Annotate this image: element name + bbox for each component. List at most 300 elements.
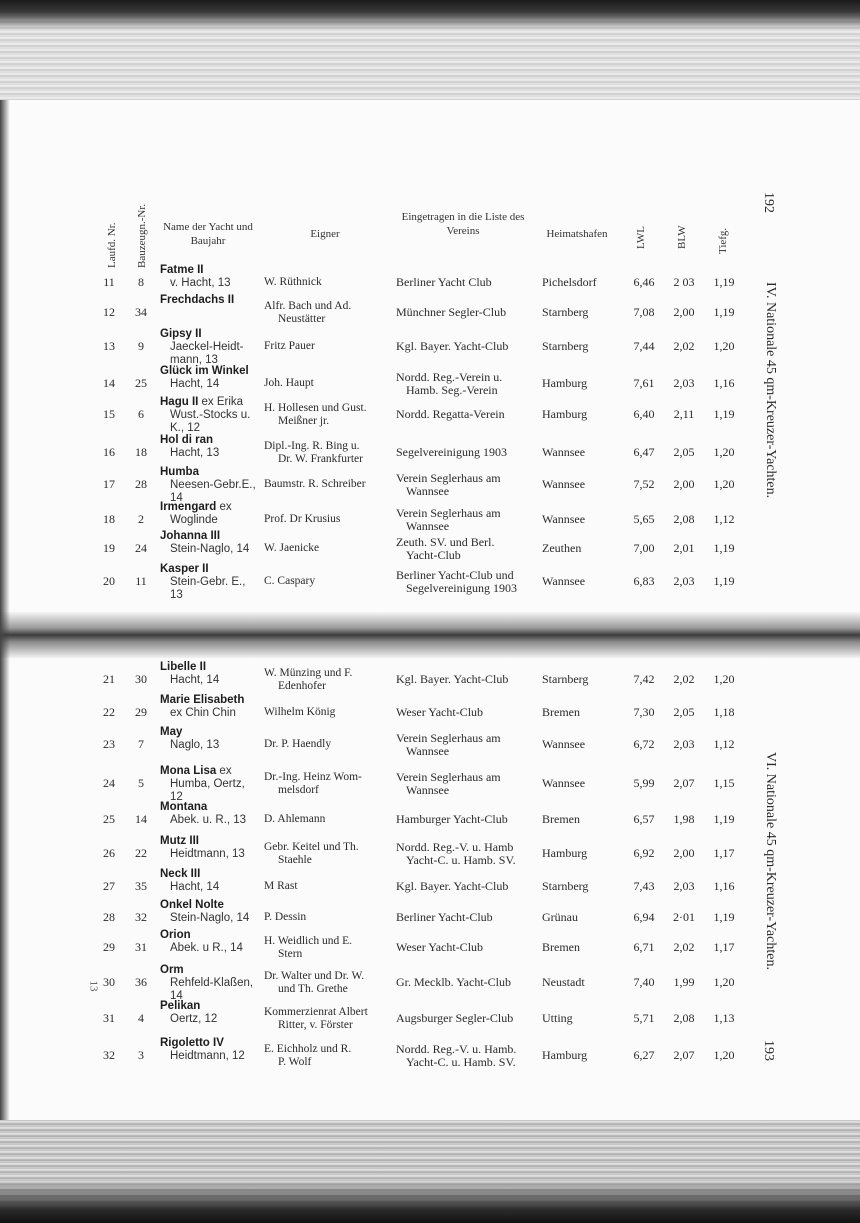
club-cell: [396, 536, 538, 562]
yacht-name: [160, 466, 266, 479]
owner-line: Fritz Pauer: [264, 340, 315, 352]
page-number-top: 192: [761, 192, 776, 213]
lwl-cell: 5,99: [633, 776, 655, 790]
blw-cell: 2,02: [673, 940, 695, 954]
page-number-bottom: 193: [761, 1040, 776, 1061]
heimatshafen-cell: Zeuthen: [542, 541, 582, 555]
yacht-name: [160, 501, 266, 514]
club-line: Münchner Segler-Club: [396, 305, 507, 319]
owner-line: Prof. Dr Krusius: [264, 513, 341, 525]
owner-cell: [264, 542, 394, 555]
yacht-builder: 14: [170, 492, 183, 504]
owner-cell: [264, 667, 394, 693]
bauzeugn-nr: 9: [138, 339, 144, 353]
blw-cell: 1,99: [673, 975, 695, 989]
owner-cell: [264, 340, 394, 353]
bauzeugn-nr: 31: [135, 940, 147, 954]
lwl-cell: 7,42: [633, 672, 655, 686]
yacht-name: [160, 294, 266, 307]
yacht-name-suffix: ex: [216, 765, 232, 777]
owner-cell: [264, 771, 394, 797]
tiefg-cell: 1,17: [713, 940, 735, 954]
tiefg-cell: 1,19: [713, 275, 735, 289]
yacht-name: [160, 694, 266, 707]
header-lwl: LWL: [635, 225, 647, 249]
laufd-nr: 22: [103, 705, 115, 719]
page-shadow-left: [0, 100, 10, 1120]
yacht-name: [160, 765, 266, 778]
heimatshafen-cell: Grünau: [542, 910, 578, 924]
yacht-builder: 14: [170, 990, 183, 1002]
yacht-name-main: Orion: [160, 929, 191, 941]
tiefg-cell: 1,19: [713, 407, 735, 421]
yacht-name: [160, 563, 266, 576]
yacht-name-main: Glück im Winkel: [160, 365, 249, 377]
club-line: Verein Seglerhaus am: [396, 506, 501, 520]
heimatshafen-cell: Starnberg: [542, 339, 589, 353]
owner-line: C. Caspary: [264, 575, 316, 587]
yacht-name-main: Kasper II: [160, 563, 209, 575]
signature-mark: 13: [87, 980, 100, 992]
club-cell: [396, 673, 538, 686]
tiefg-cell: 1,19: [713, 574, 735, 588]
owner-line: Dr.-Ing. Heinz Wom-: [264, 771, 362, 783]
lwl-cell: 7,40: [633, 975, 655, 989]
owner-line: P. Wolf: [278, 1056, 312, 1068]
club-line: Wannsee: [406, 484, 450, 498]
yacht-name-cell: [160, 396, 266, 435]
club-line: Weser Yacht-Club: [396, 705, 484, 719]
blw-cell: 2,07: [673, 1048, 695, 1062]
bauzeugn-nr: 3: [138, 1048, 144, 1062]
yacht-name-main: Orm: [160, 964, 184, 976]
yacht-name-cell: [160, 1000, 266, 1026]
blw-cell: 1,98: [673, 812, 695, 826]
laufd-nr: 32: [103, 1048, 115, 1062]
owner-line: Wilhelm König: [264, 706, 336, 718]
yacht-name: [160, 661, 266, 674]
owner-line: Dr. W. Frankfurter: [278, 453, 363, 465]
club-line: Yacht-C. u. Hamb. SV.: [406, 853, 516, 867]
yacht-name-cell: [160, 661, 266, 687]
heimatshafen-cell: Wannsee: [542, 512, 586, 526]
owner-cell: [264, 478, 394, 491]
bauzeugn-nr: 14: [135, 812, 147, 826]
bauzeugn-nr: 28: [135, 477, 147, 491]
bauzeugn-nr: 30: [135, 672, 147, 686]
club-line: Zeuth. SV. und Berl.: [396, 535, 495, 549]
club-line: Kgl. Bayer. Yacht-Club: [396, 672, 509, 686]
laufd-nr: 30: [103, 975, 115, 989]
club-cell: [396, 706, 538, 719]
heimatshafen-cell: Hamburg: [542, 407, 588, 421]
club-line: Nordd. Reg.-Verein u.: [396, 370, 503, 384]
tiefg-cell: 1,12: [713, 737, 735, 751]
laufd-nr: 14: [103, 376, 115, 390]
yacht-name-main: Hol di ran: [160, 434, 214, 446]
heimatshafen-cell: Starnberg: [542, 672, 589, 686]
tiefg-cell: 1,16: [713, 376, 735, 390]
blw-cell: 2,03: [673, 574, 695, 588]
owner-cell: [264, 575, 394, 588]
section-title-top: IV. Nationale 45 qm-Kreuzer-Yachten.: [763, 282, 778, 499]
owner-line: W. Münzing und F.: [264, 667, 353, 679]
yacht-name: [160, 929, 266, 942]
club-line: Yacht-C. u. Hamb. SV.: [406, 1055, 516, 1069]
laufd-nr: 11: [103, 275, 115, 289]
blw-cell: 2,11: [673, 407, 695, 421]
yacht-name-cell: [160, 501, 266, 527]
heimatshafen-cell: Utting: [542, 1011, 573, 1025]
club-line: Berliner Yacht-Club und: [396, 568, 514, 582]
yacht-name-main: Pelikan: [160, 1000, 201, 1012]
tiefg-cell: 1,13: [713, 1011, 735, 1025]
blw-cell: 2·01: [673, 910, 695, 924]
club-cell: [396, 976, 538, 989]
owner-line: Joh. Haupt: [264, 377, 314, 389]
yacht-name-cell: [160, 899, 266, 925]
owner-cell: [264, 300, 394, 326]
tiefg-cell: 1,18: [713, 705, 735, 719]
laufd-nr: 21: [103, 672, 115, 686]
yacht-builder: Wust.-Stocks u.: [170, 409, 251, 421]
bauzeugn-nr: 18: [135, 445, 147, 459]
owner-cell: [264, 911, 394, 924]
lwl-cell: 6,57: [633, 812, 655, 826]
bauzeugn-nr: 29: [135, 705, 147, 719]
blw-cell: 2,00: [673, 846, 695, 860]
owner-cell: [264, 402, 394, 428]
lwl-cell: 7,61: [633, 376, 655, 390]
club-cell: [396, 306, 538, 319]
yacht-name-suffix: ex Erika: [198, 396, 244, 408]
yacht-builder: Abek. u R., 14: [170, 942, 243, 954]
owner-line: Edenhofer: [278, 680, 326, 692]
laufd-nr: 19: [103, 541, 115, 555]
yacht-builder: Woglinde: [170, 514, 218, 526]
yacht-builder: 13: [170, 589, 183, 601]
yacht-name: [160, 801, 266, 814]
laufd-nr: 12: [103, 305, 115, 319]
yacht-builder: Hacht, 14: [170, 881, 220, 893]
club-line: Hamburger Yacht-Club: [396, 812, 508, 826]
yacht-builder: Jaeckel-Heidt-: [170, 341, 244, 353]
blw-cell: 2,03: [673, 376, 695, 390]
owner-line: Ritter, v. Förster: [278, 1019, 353, 1031]
owner-cell: [264, 440, 394, 466]
laufd-nr: 16: [103, 445, 115, 459]
heimatshafen-cell: Hamburg: [542, 376, 588, 390]
club-line: Weser Yacht-Club: [396, 940, 484, 954]
club-cell: [396, 911, 538, 924]
owner-cell: [264, 1043, 394, 1069]
lwl-cell: 5,65: [633, 512, 655, 526]
yacht-builder: Humba, Oertz,: [170, 778, 245, 790]
yacht-builder: Stein-Naglo, 14: [170, 543, 250, 555]
yacht-name-main: Johanna III: [160, 530, 221, 542]
yacht-name-main: May: [160, 726, 183, 738]
tiefg-cell: 1,19: [713, 812, 735, 826]
yacht-builder: Neesen-Gebr.E.,: [170, 479, 256, 491]
tiefg-cell: 1,20: [713, 339, 735, 353]
lwl-cell: 7,43: [633, 879, 655, 893]
yacht-name-cell: [160, 765, 266, 804]
tiefg-cell: 1,20: [713, 1048, 735, 1062]
bauzeugn-nr: 36: [135, 975, 147, 989]
tiefg-cell: 1,19: [713, 910, 735, 924]
yacht-name: [160, 434, 266, 447]
yacht-name: [160, 396, 266, 409]
owner-line: Stern: [278, 948, 303, 960]
yacht-builder: Oertz, 12: [170, 1013, 218, 1025]
club-cell: [396, 446, 538, 459]
yacht-builder: Heidtmann, 13: [170, 848, 245, 860]
lwl-cell: 6,92: [633, 846, 655, 860]
club-cell: [396, 880, 538, 893]
yacht-name-main: Humba: [160, 466, 199, 478]
club-cell: [396, 813, 538, 826]
lwl-cell: 7,52: [633, 477, 655, 491]
club-line: Verein Seglerhaus am: [396, 770, 501, 784]
owner-line: Dr. Walter und Dr. W.: [264, 970, 365, 982]
tiefg-cell: 1,12: [713, 512, 735, 526]
club-line: Wannsee: [406, 783, 450, 797]
yacht-builder: Hacht, 13: [170, 447, 220, 459]
laufd-nr: 23: [103, 737, 115, 751]
yacht-name-main: Irmengard: [160, 501, 217, 513]
laufd-nr: 25: [103, 812, 115, 826]
yacht-name-main: Hagu II: [160, 396, 199, 408]
book-gutter: [0, 612, 860, 658]
yacht-name-cell: [160, 294, 266, 307]
yacht-name: [160, 1037, 266, 1050]
yacht-name-main: Mona Lisa: [160, 765, 217, 777]
owner-line: Staehle: [278, 854, 312, 866]
laufd-nr: 24: [103, 776, 115, 790]
book-edge-shadow-bottom: [0, 1180, 860, 1223]
header-eingetragen: Eingetragen in die Liste des Vereins: [401, 211, 525, 237]
heimatshafen-cell: Neustadt: [542, 975, 585, 989]
bauzeugn-nr: 8: [138, 275, 144, 289]
heimatshafen-cell: Wannsee: [542, 477, 586, 491]
laufd-nr: 13: [103, 339, 115, 353]
heimatshafen-cell: Pichelsdorf: [542, 275, 597, 289]
tiefg-cell: 1,19: [713, 305, 735, 319]
blw-cell: 2,01: [673, 541, 695, 555]
club-line: Hamb. Seg.-Verein: [406, 383, 498, 397]
club-line: Nordd. Reg.-V. u. Hamb.: [396, 1042, 517, 1056]
club-line: Segelvereinigung 1903: [406, 581, 517, 595]
yacht-builder: K., 12: [170, 422, 201, 434]
owner-line: M Rast: [264, 880, 298, 892]
yacht-name-main: Montana: [160, 801, 208, 813]
header-eigner: Eigner: [310, 228, 340, 240]
club-line: Nordd. Reg.-V. u. Hamb: [396, 840, 514, 854]
yacht-name: [160, 264, 266, 277]
club-cell: [396, 771, 538, 797]
header-laufd-nr: Laufd. Nr.: [106, 222, 118, 268]
yacht-builder: Stein-Gebr. E.,: [170, 576, 246, 588]
club-cell: [396, 408, 538, 421]
yacht-name: [160, 868, 266, 881]
yacht-name: [160, 365, 266, 378]
owner-cell: [264, 935, 394, 961]
tiefg-cell: 1,20: [713, 445, 735, 459]
club-cell: [396, 941, 538, 954]
owner-line: Gebr. Keitel und Th.: [264, 841, 359, 853]
bauzeugn-nr: 5: [138, 776, 144, 790]
blw-cell: 2,05: [673, 705, 695, 719]
club-line: Berliner Yacht Club: [396, 275, 492, 289]
club-cell: [396, 472, 538, 498]
laufd-nr: 20: [103, 574, 115, 588]
club-line: Wannsee: [406, 744, 450, 758]
owner-cell: [264, 880, 394, 893]
bauzeugn-nr: 34: [135, 305, 147, 319]
yacht-name-cell: [160, 801, 266, 827]
owner-line: P. Dessin: [264, 911, 307, 923]
lwl-cell: 5,71: [633, 1011, 655, 1025]
laufd-nr: 28: [103, 910, 115, 924]
lwl-cell: 6,83: [633, 574, 655, 588]
yacht-name-cell: [160, 964, 266, 1003]
club-cell: [396, 1012, 538, 1025]
lwl-cell: 6,47: [633, 445, 655, 459]
yacht-name-cell: [160, 466, 266, 505]
club-line: Augsburger Segler-Club: [396, 1011, 514, 1025]
lwl-cell: 6,94: [633, 910, 655, 924]
yacht-name-cell: [160, 694, 266, 720]
heimatshafen-cell: Wannsee: [542, 776, 586, 790]
owner-cell: [264, 841, 394, 867]
owner-cell: [264, 813, 394, 826]
yacht-name-cell: [160, 264, 266, 290]
bauzeugn-nr: 32: [135, 910, 147, 924]
owner-cell: [264, 1006, 394, 1032]
club-line: Gr. Mecklb. Yacht-Club: [396, 975, 511, 989]
yacht-builder: Hacht, 14: [170, 378, 220, 390]
blw-cell: 2 03: [673, 275, 695, 289]
bauzeugn-nr: 25: [135, 376, 147, 390]
club-line: Kgl. Bayer. Yacht-Club: [396, 339, 509, 353]
laufd-nr: 31: [103, 1011, 115, 1025]
heimatshafen-cell: Starnberg: [542, 305, 589, 319]
yacht-builder: Hacht, 14: [170, 674, 220, 686]
section-title-bottom: VI. Nationale 45 qm-Kreuzer-Yachten.: [763, 752, 778, 970]
header-blw: BLW: [676, 225, 688, 249]
tiefg-cell: 1,20: [713, 672, 735, 686]
lwl-cell: 7,30: [633, 705, 655, 719]
lwl-cell: 6,46: [633, 275, 655, 289]
lwl-cell: 7,00: [633, 541, 655, 555]
owner-line: Neustätter: [278, 313, 326, 325]
owner-line: Baumstr. R. Schreiber: [264, 478, 366, 490]
yacht-name-cell: [160, 530, 266, 556]
yacht-builder: Rehfeld-Klaßen,: [170, 977, 254, 989]
laufd-nr: 18: [103, 512, 115, 526]
yacht-builder: v. Hacht, 13: [170, 277, 231, 289]
yacht-name-main: Marie Elisabeth: [160, 694, 245, 706]
owner-line: E. Eichholz und R.: [264, 1043, 352, 1055]
tiefg-cell: 1,16: [713, 879, 735, 893]
yacht-name-cell: [160, 563, 266, 602]
book-edge-shadow-top: [0, 0, 860, 30]
yacht-builder: ex Chin Chin: [170, 707, 236, 719]
owner-line: Dr. P. Haendly: [264, 738, 332, 750]
yacht-name: [160, 328, 266, 341]
tiefg-cell: 1,17: [713, 846, 735, 860]
bauzeugn-nr: 2: [138, 512, 144, 526]
yacht-name-main: Neck III: [160, 868, 201, 880]
club-cell: [396, 371, 538, 397]
blw-cell: 2,02: [673, 672, 695, 686]
header-heimatshafen: Heimatshafen: [546, 228, 608, 240]
tiefg-cell: 1,20: [713, 477, 735, 491]
club-cell: [396, 340, 538, 353]
owner-line: W. Jaenicke: [264, 542, 320, 554]
owner-line: Dipl.-Ing. R. Bing u.: [264, 440, 360, 452]
lwl-cell: 7,44: [633, 339, 655, 353]
club-line: Kgl. Bayer. Yacht-Club: [396, 879, 509, 893]
yacht-builder: Stein-Naglo, 14: [170, 912, 250, 924]
tiefg-cell: 1,19: [713, 541, 735, 555]
yacht-name-cell: [160, 365, 266, 391]
laufd-nr: 26: [103, 846, 115, 860]
club-line: Berliner Yacht-Club: [396, 910, 493, 924]
owner-line: H. Hollesen und Gust.: [264, 402, 367, 414]
bauzeugn-nr: 22: [135, 846, 147, 860]
owner-cell: [264, 377, 394, 390]
heimatshafen-cell: Bremen: [542, 940, 580, 954]
club-line: Segelvereinigung 1903: [396, 445, 507, 459]
heimatshafen-cell: Wannsee: [542, 737, 586, 751]
owner-line: W. Rüthnick: [264, 276, 322, 288]
yacht-name-main: Frechdachs II: [160, 294, 235, 306]
club-cell: [396, 732, 538, 758]
yacht-name-cell: [160, 1037, 266, 1063]
owner-line: Meißner jr.: [278, 415, 330, 427]
owner-cell: [264, 970, 394, 996]
lwl-cell: 6,72: [633, 737, 655, 751]
club-cell: [396, 841, 538, 867]
heimatshafen-cell: Wannsee: [542, 445, 586, 459]
lwl-cell: 6,40: [633, 407, 655, 421]
blw-cell: 2,03: [673, 737, 695, 751]
blw-cell: 2,00: [673, 305, 695, 319]
club-line: Verein Seglerhaus am: [396, 731, 501, 745]
owner-line: Kommerzienrat Albert: [264, 1006, 368, 1018]
yacht-name-cell: [160, 835, 266, 861]
heimatshafen-cell: Bremen: [542, 812, 580, 826]
yacht-name-cell: [160, 434, 266, 460]
bauzeugn-nr: 24: [135, 541, 147, 555]
owner-cell: [264, 706, 394, 719]
tiefg-cell: 1,20: [713, 975, 735, 989]
heimatshafen-cell: Wannsee: [542, 574, 586, 588]
heimatshafen-cell: Bremen: [542, 705, 580, 719]
owner-line: H. Weidlich und E.: [264, 935, 352, 947]
yacht-name-main: Libelle II: [160, 661, 207, 673]
club-cell: [396, 569, 538, 595]
yacht-builder: Naglo, 13: [170, 739, 220, 751]
yacht-name-cell: [160, 929, 266, 955]
header-name: Name der Yacht und Baujahr: [163, 221, 253, 247]
club-cell: [396, 507, 538, 533]
yacht-name-main: Mutz III: [160, 835, 199, 847]
club-line: Verein Seglerhaus am: [396, 471, 501, 485]
lwl-cell: 7,08: [633, 305, 655, 319]
laufd-nr: 29: [103, 940, 115, 954]
